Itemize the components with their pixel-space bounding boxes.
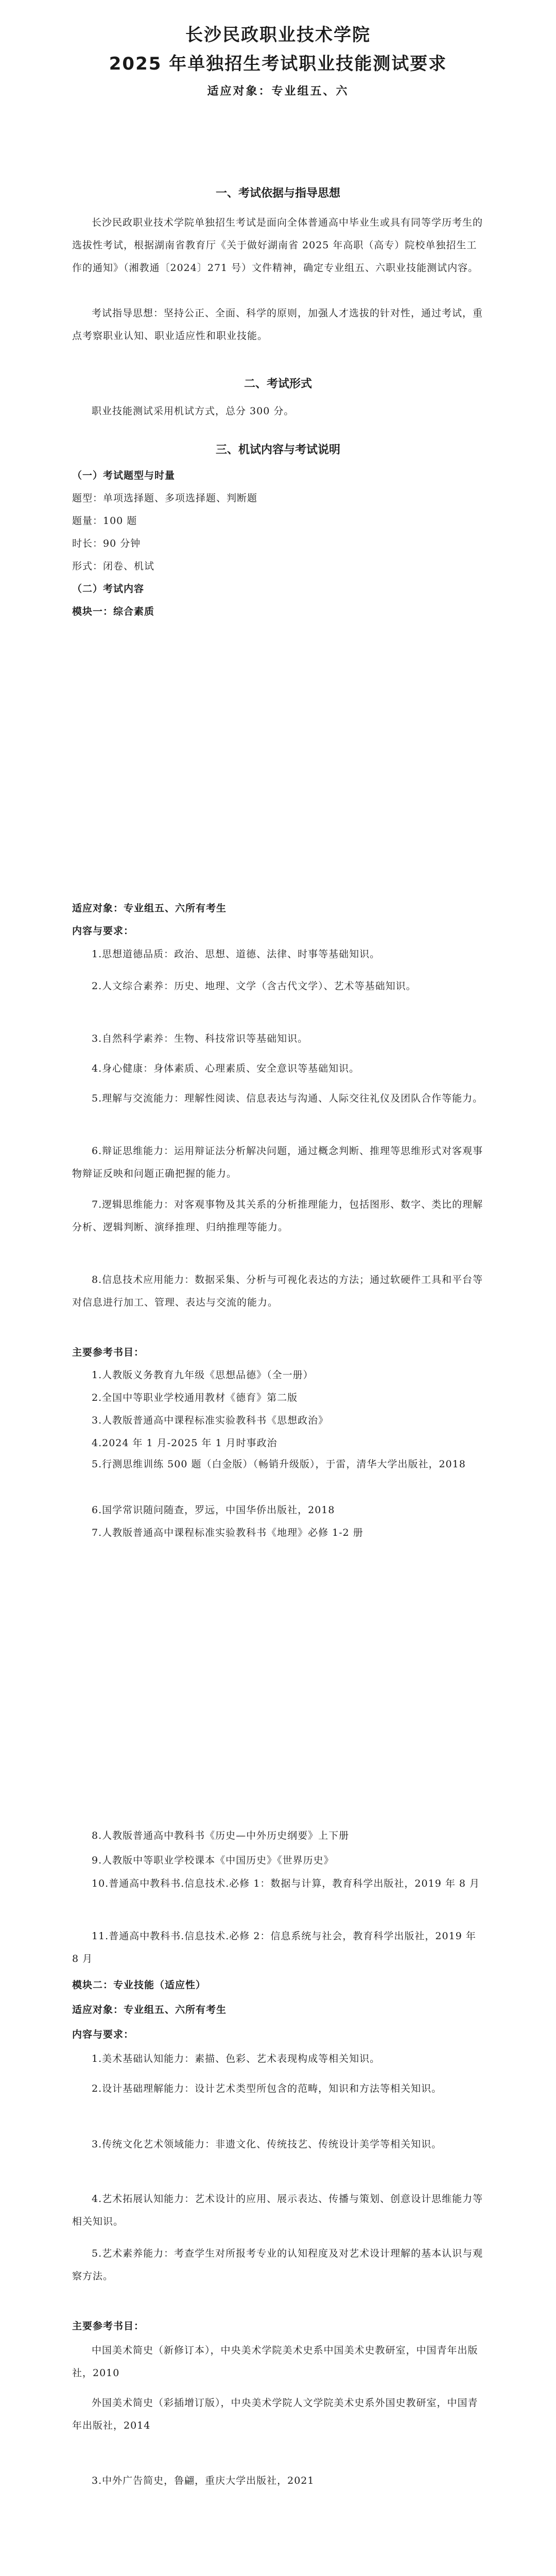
module-1-book-5: 5.行测思维训练 500 题（白金版）（畅销升级版），于雷，清华大学出版社，2018 [92, 1459, 466, 1470]
module-1-req-6: 6.辩证思维能力：运用辩证法分析解决问题，通过概念判断、推理等思维形式对客观事物辩证反映和问题正确把握的能力。 [72, 1145, 483, 1179]
module-1-book-7: 7.人教版普通高中课程标准实验教科书《地理》必修 1-2 册 [92, 1527, 363, 1538]
module-1-book-8: 8.人教版普通高中教科书《历史—中外历史纲要》上下册 [92, 1830, 350, 1841]
module-1-target: 适应对象：专业组五、六所有考生 [72, 903, 227, 914]
module-2-books-label: 主要参考书目： [72, 2320, 145, 2332]
module-2-req-4: 4.艺术拓展认知能力：艺术设计的应用、展示表达、传播与策划、创意设计思维能力等相关知识。 [72, 2193, 483, 2227]
module-1-books-label: 主要参考书目： [72, 1347, 145, 1358]
module-1-book-3: 3.人教版普通高中课程标准实验教科书《思想政治》 [92, 1415, 329, 1426]
module-1-req-1: 1.思想道德品质：政治、思想、道德、法律、时事等基础知识。 [92, 948, 380, 960]
module-2-target: 适应对象：专业组五、六所有考生 [72, 2004, 227, 2015]
module-2-req-3: 3.传统文化艺术领域能力：非遗文化、传统技艺、传统设计美学等相关知识。 [92, 2139, 442, 2150]
module-1-req-8: 8.信息技术应用能力：数据采集、分析与可视化表达的方法；通过软硬件工具和平台等对信息进行加工、管理、表达与交流的能力。 [72, 1274, 483, 1308]
module-1-book-11: 11.普通高中教科书.信息技术.必修 2：信息系统与社会，教育科学出版社，2019 年 8 月 [72, 1930, 476, 1964]
section-1-paragraph-2: 考试指导思想：坚持公正、全面、科学的原则，加强人才选拔的针对性，通过考试，重点考察职业认知、职业适应性和职业技能。 [72, 308, 483, 342]
module-2-book-3: 3.中外广告简史，鲁翩，重庆大学出版社，2021 [92, 2475, 315, 2486]
subsection-exam-format: （一）考试题型与时量 [72, 470, 176, 481]
exam-item-count: 题量：100 题 [72, 515, 137, 527]
module-1-heading: 模块一：综合素质 [72, 606, 155, 617]
module-1-book-2: 2.全国中等职业学校通用教材《德育》第二版 [92, 1392, 298, 1403]
module-2-req-2: 2.设计基础理解能力：设计艺术类型所包含的范畴，知识和方法等相关知识。 [92, 2083, 442, 2094]
subsection-exam-content: （二）考试内容 [72, 583, 145, 595]
exam-item-type: 题型：单项选择题、多项选择题、判断题 [72, 493, 258, 504]
module-1-book-6: 6.国学常识随问随查，罗远，中国华侨出版社，2018 [92, 1504, 335, 1516]
school-name: 长沙民政职业技术学院 [185, 25, 371, 45]
module-1-req-3: 3.自然科学素养：生物、科技常识等基础知识。 [92, 1033, 308, 1044]
module-1-book-9: 9.人教版中等职业学校课本《中国历史》《世界历史》 [92, 1855, 334, 1866]
module-1-book-4: 4.2024 年 1 月-2025 年 1 月时事政治 [92, 1437, 277, 1449]
section-2-paragraph: 职业技能测试采用机试方式，总分 300 分。 [92, 405, 294, 417]
module-2-heading: 模块二：专业技能（适应性） [72, 1979, 206, 1991]
section-2-heading: 二、考试形式 [244, 378, 312, 391]
section-1-heading: 一、考试依据与指导思想 [215, 187, 340, 200]
target-audience: 适应对象：专业组五、六 [207, 85, 349, 98]
document-title: 2025 年单独招生考试职业技能测试要求 [109, 54, 447, 74]
module-1-req-4: 4.身心健康：身体素质、心理素质、安全意识等基础知识。 [92, 1063, 360, 1074]
section-3-heading: 三、机试内容与考试说明 [215, 444, 340, 456]
exam-item-duration: 时长：90 分钟 [72, 538, 141, 549]
exam-item-form: 形式：闭卷、机试 [72, 561, 155, 572]
module-1-req-7: 7.逻辑思维能力：对客观事物及其关系的分析推理能力，包括图形、数字、类比的理解分析、逻辑判断、演绎推理、归纳推理等能力。 [72, 1199, 483, 1233]
module-1-req-2: 2.人文综合素养：历史、地理、文学（含古代文学）、艺术等基础知识。 [92, 980, 416, 992]
module-2-book-1: 中国美术简史（新修订本），中央美术学院美术史系中国美术史教研室，中国青年出版社，2010 [72, 2345, 478, 2379]
module-1-book-1: 1.人教版义务教育九年级《思想品德》（全一册） [92, 1369, 314, 1381]
module-1-requirements-label: 内容与要求： [72, 925, 134, 937]
section-1-paragraph-1: 长沙民政职业技术学院单独招生考试是面向全体普通高中毕业生或具有同等学历考生的选拔性考试，根据湖南省教育厅《关于做好湖南省 2025 年高职（高专）院校单独招生工作的通知》（湘教通〔2024〕271 号）文件精神，确定专业组五、六职业技能测试内容。 [72, 217, 483, 274]
module-1-req-5: 5.理解与交流能力：理解性阅读、信息表达与沟通、人际交往礼仪及团队合作等能力。 [92, 1093, 483, 1104]
module-2-book-2: 外国美术简史（彩插增订版），中央美术学院人文学院美术史系外国史教研室，中国青年出版社，2014 [72, 2397, 478, 2431]
module-2-req-5: 5.艺术素养能力：考查学生对所报考专业的认知程度及对艺术设计理解的基本认识与观察方法。 [72, 2248, 483, 2282]
module-2-req-1: 1.美术基础认知能力：素描、色彩、艺术表现构成等相关知识。 [92, 2053, 380, 2064]
module-1-book-10: 10.普通高中教科书.信息技术.必修 1：数据与计算，教育科学出版社，2019 年 8 月 [92, 1878, 480, 1889]
module-2-requirements-label: 内容与要求： [72, 2029, 134, 2040]
